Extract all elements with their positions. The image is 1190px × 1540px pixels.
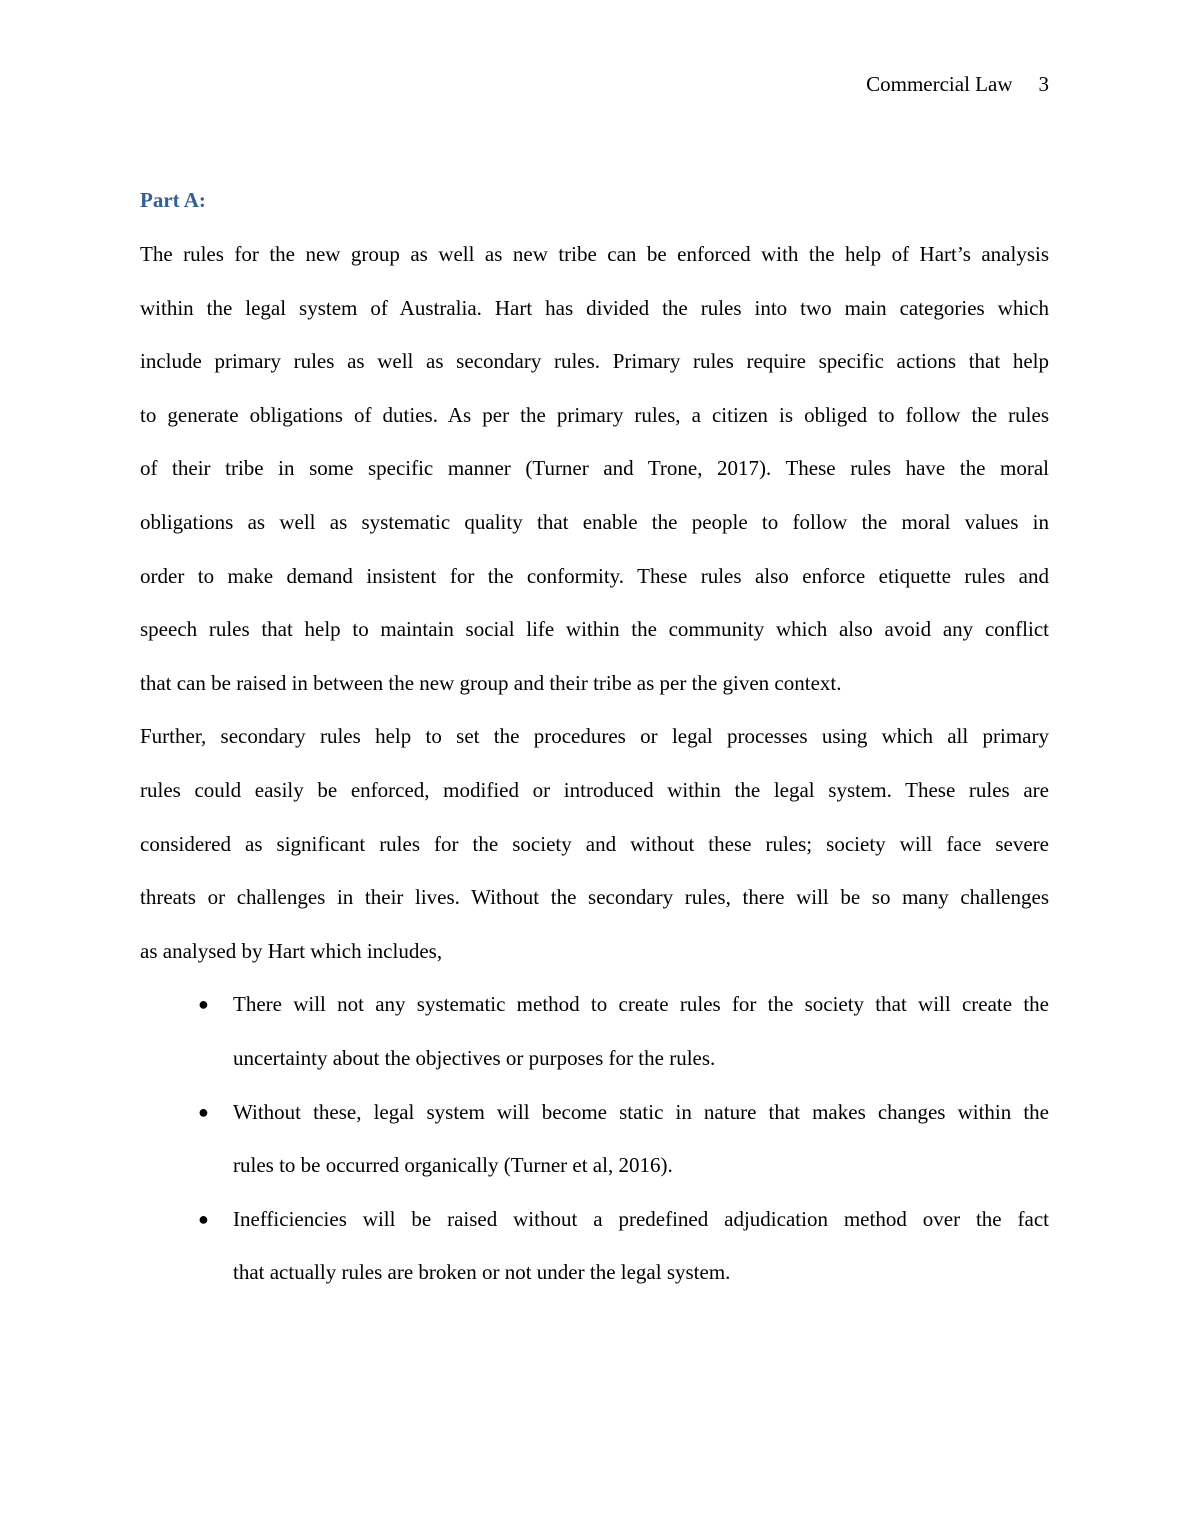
bullet-list [140,978,1049,1300]
document-body [140,228,1049,1300]
text-line: speech rules that help to maintain social life within the community which also avoid any conflict [140,617,1049,642]
bullet-icon: ● [198,1101,209,1122]
bullet-icon: ● [198,994,209,1015]
section-heading: Part A: [140,188,206,212]
text-line: Without these, legal system will become static in nature that makes changes within the [233,1099,1049,1124]
text-line: Inefficiencies will be raised without a predefined adjudication method over the fact [233,1206,1049,1231]
text-line: as analysed by Hart which includes, [140,938,443,963]
text-line: uncertainty about the objectives or purposes for the rules. [233,1045,716,1070]
page-header [866,70,1049,98]
text-line: to generate obligations of duties. As per the primary rules, a citizen is obliged to follow the rules [140,402,1049,427]
text-line: rules could easily be enforced, modified or introduced within the legal system. These rules are [140,777,1049,802]
paragraph [140,228,1049,710]
text-line: obligations as well as systematic quality that enable the people to follow the moral values in [140,509,1049,534]
list-item [140,1193,1049,1300]
text-line: include primary rules as well as secondary rules. Primary rules require specific actions that help [140,349,1049,374]
text-line: considered as significant rules for the society and without these rules; society will face severe [140,831,1049,856]
header-title: Commercial Law [866,72,1013,96]
list-item [140,978,1049,1085]
text-line: that can be raised in between the new group and their tribe as per the given context. [140,670,842,695]
text-line: that actually rules are broken or not under the legal system. [233,1260,731,1285]
bullet-icon: ● [198,1208,209,1229]
text-line: order to make demand insistent for the conformity. These rules also enforce etiquette rules and [140,563,1049,588]
text-line: rules to be occurred organically (Turner et al, 2016). [233,1153,673,1178]
text-line: threats or challenges in their lives. Without the secondary rules, there will be so many challenges [140,885,1049,910]
text-line: within the legal system of Australia. Hart has divided the rules into two main categories which [140,295,1049,320]
text-line: of their tribe in some specific manner (Turner and Trone, 2017). These rules have the moral [140,456,1049,481]
page-number: 3 [1038,72,1049,96]
text-line: Further, secondary rules help to set the procedures or legal processes using which all primary [140,724,1049,749]
list-item [140,1086,1049,1193]
text-line: There will not any systematic method to create rules for the society that will create the [233,992,1049,1017]
paragraph [140,710,1049,978]
text-line: The rules for the new group as well as new tribe can be enforced with the help of Hart’s analysis [140,242,1049,266]
